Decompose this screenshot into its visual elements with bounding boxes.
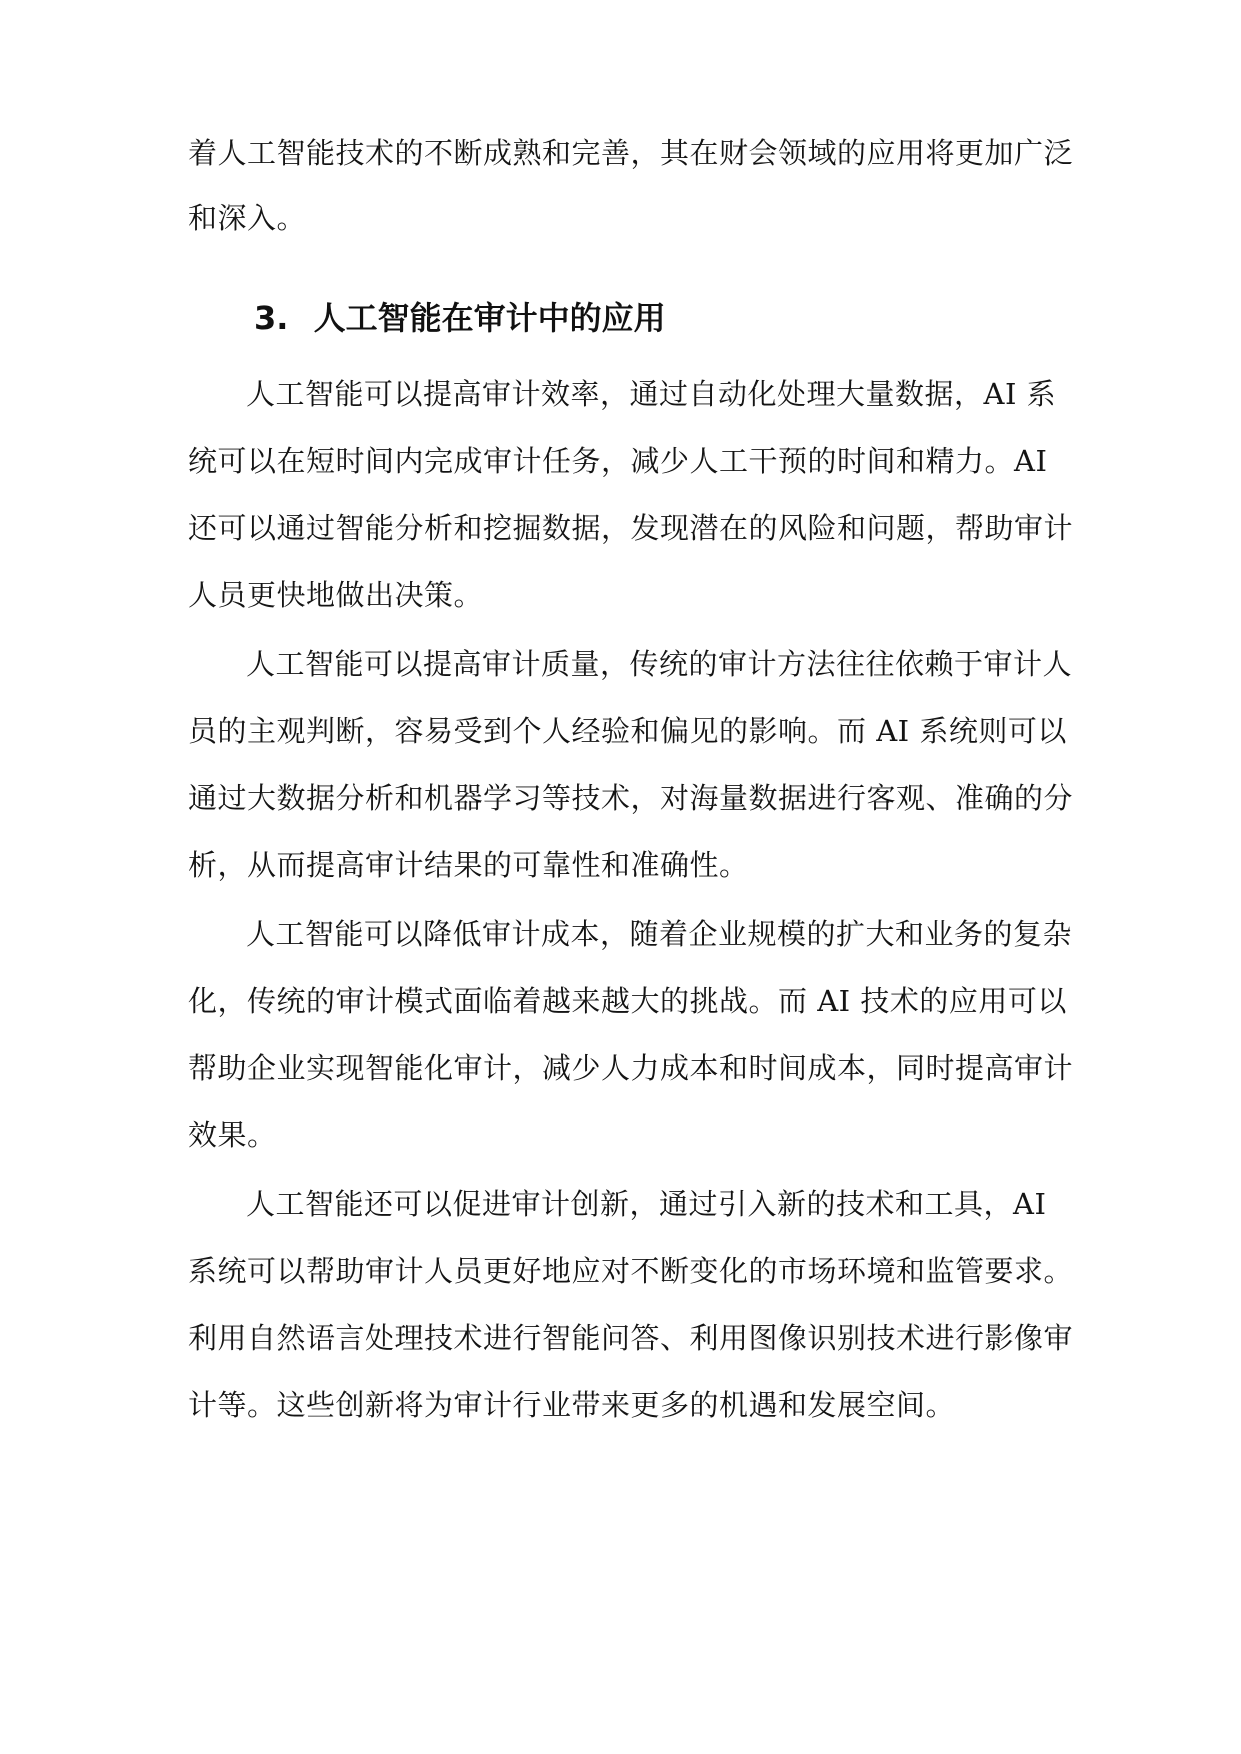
paragraph-line: 利用自然语言处理技术进行智能问答、利用图像识别技术进行影像审 xyxy=(188,1321,1074,1355)
paragraph-line: 人工智能可以降低审计成本，随着企业规模的扩大和业务的复杂 xyxy=(246,917,1073,951)
paragraph-line: 计等。这些创新将为审计行业带来更多的机遇和发展空间。 xyxy=(188,1388,956,1422)
paragraph-line: 人员更快地做出决策。 xyxy=(188,578,484,612)
section-heading xyxy=(254,298,666,338)
paragraph-line: 效果。 xyxy=(188,1118,277,1152)
paragraph-line: 还可以通过智能分析和挖掘数据，发现潜在的风险和问题，帮助审计 xyxy=(188,511,1074,545)
paragraph-line: 化，传统的审计模式面临着越来越大的挑战。而 AI 技术的应用可以 xyxy=(188,984,1067,1018)
paragraph-line: 人工智能还可以促进审计创新，通过引入新的技术和工具，AI xyxy=(246,1187,1047,1221)
section-title: 人工智能在审计中的应用 xyxy=(313,299,666,337)
paragraph-line: 析，从而提高审计结果的可靠性和准确性。 xyxy=(188,848,749,882)
paragraph-line: 员的主观判断，容易受到个人经验和偏见的影响。而 AI 系统则可以 xyxy=(188,714,1067,748)
paragraph-line: 人工智能可以提高审计质量，传统的审计方法往往依赖于审计人 xyxy=(246,647,1073,681)
section-number: 3. xyxy=(254,299,289,337)
paragraph-line: 系统可以帮助审计人员更好地应对不断变化的市场环境和监管要求。 xyxy=(188,1254,1074,1288)
paragraph-line: 帮助企业实现智能化审计，减少人力成本和时间成本，同时提高审计 xyxy=(188,1051,1074,1085)
intro-line: 着人工智能技术的不断成熟和完善，其在财会领域的应用将更加广泛 xyxy=(188,136,1074,170)
intro-line: 和深入。 xyxy=(188,201,307,235)
paragraph-line: 通过大数据分析和机器学习等技术，对海量数据进行客观、准确的分 xyxy=(188,781,1074,815)
paragraph-line: 人工智能可以提高审计效率，通过自动化处理大量数据，AI 系 xyxy=(246,377,1057,411)
paragraph-line: 统可以在短时间内完成审计任务，减少人工干预的时间和精力。AI xyxy=(188,444,1048,478)
